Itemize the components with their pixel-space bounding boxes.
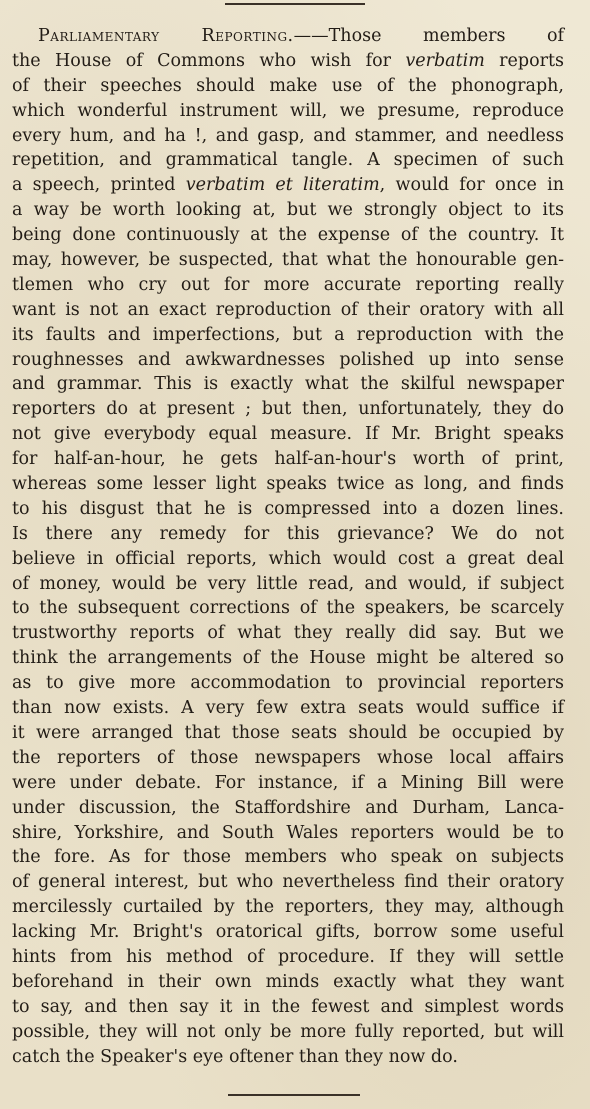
article-line: shire, Yorkshire, and South Wales reporters would be to bbox=[12, 822, 564, 843]
article-line: it were arranged that those seats should be occupied by bbox=[12, 722, 564, 743]
article-line: the fore. As for those members who speak on subjects bbox=[12, 847, 564, 868]
article-line: Is there any remedy for this grievance? We do not bbox=[12, 523, 564, 544]
article-line: the House of Commons who wish for verbatim reports bbox=[12, 50, 564, 71]
article-line: under discussion, the Staffordshire and Durham, Lanca- bbox=[12, 797, 564, 818]
bottom-rule bbox=[228, 1094, 360, 1096]
top-rule bbox=[225, 3, 365, 5]
article-line: of general interest, but who nevertheless find their oratory bbox=[12, 872, 564, 893]
article-line: to his disgust that he is compressed into a dozen lines. bbox=[12, 498, 564, 519]
article-line: were under debate. For instance, if a Mining Bill were bbox=[12, 772, 564, 793]
article-line: being done continuously at the expense of the country. It bbox=[12, 225, 564, 246]
article-line: of money, would be very little read, and would, if subject bbox=[12, 573, 564, 594]
article-line: than now exists. A very few extra seats would suffice if bbox=[12, 698, 564, 719]
article-line: think the arrangements of the House might be altered so bbox=[12, 648, 564, 669]
article-line: beforehand in their own minds exactly what they want bbox=[12, 971, 564, 992]
article-line: believe in official reports, which would cost a great deal bbox=[12, 548, 564, 569]
article-line bbox=[12, 24, 564, 49]
article-line: the reporters of those newspapers whose local affairs bbox=[12, 747, 564, 768]
article-line-text: ——Those members of bbox=[293, 26, 564, 46]
article-line: want is not an exact reproduction of their oratory with all bbox=[12, 299, 564, 320]
article-line: lacking Mr. Bright's oratorical gifts, borrow some useful bbox=[12, 922, 564, 943]
article-line: hints from his method of procedure. If they will settle bbox=[12, 946, 564, 967]
article-line: a way be worth looking at, but we strongly object to its bbox=[12, 200, 564, 221]
article-line: mercilessly curtailed by the reporters, they may, although bbox=[12, 897, 564, 918]
article-line: catch the Speaker's eye oftener than they now do. bbox=[12, 1046, 458, 1067]
article-line: which wonderful instrument will, we presume, reproduce bbox=[12, 100, 564, 121]
italic-phrase: verbatim et literatim bbox=[185, 175, 380, 196]
article-line: its faults and imperfections, but a reproduction with the bbox=[12, 324, 564, 345]
article-line: reporters do at present ; but then, unfortunately, they do bbox=[12, 399, 564, 420]
article-line: of their speeches should make use of the phonograph, bbox=[12, 75, 564, 96]
article-line: every hum, and ha !, and gasp, and stammer, and needless bbox=[12, 125, 564, 146]
article-line: a speech, printed verbatim et literatim, would for once in bbox=[12, 175, 564, 196]
article-line: possible, they will not only be more fully reported, but will bbox=[12, 1021, 564, 1042]
article-line: for half-an-hour, he gets half-an-hour's worth of print, bbox=[12, 449, 564, 470]
italic-phrase: verbatim bbox=[405, 50, 485, 71]
article-line: and grammar. This is exactly what the skilful newspaper bbox=[12, 374, 564, 395]
article-heading: Parliamentary Reporting. bbox=[38, 26, 294, 46]
article-line: may, however, be suspected, that what the honourable gen- bbox=[12, 250, 564, 271]
article-line: to say, and then say it in the fewest and simplest words bbox=[12, 996, 564, 1017]
article-line: whereas some lesser light speaks twice as long, and finds bbox=[12, 474, 564, 495]
article-line: as to give more accommodation to provincial reporters bbox=[12, 673, 564, 694]
article-line: to the subsequent corrections of the speakers, be scarcely bbox=[12, 598, 564, 619]
article-line: not give everybody equal measure. If Mr. Bright speaks bbox=[12, 424, 564, 445]
article-line: trustworthy reports of what they really did say. But we bbox=[12, 623, 564, 644]
article-body bbox=[12, 24, 564, 1069]
article-line: roughnesses and awkwardnesses polished up into sense bbox=[12, 349, 564, 370]
article-line: repetition, and grammatical tangle. A specimen of such bbox=[12, 150, 564, 171]
article-line: tlemen who cry out for more accurate reporting really bbox=[12, 274, 564, 295]
